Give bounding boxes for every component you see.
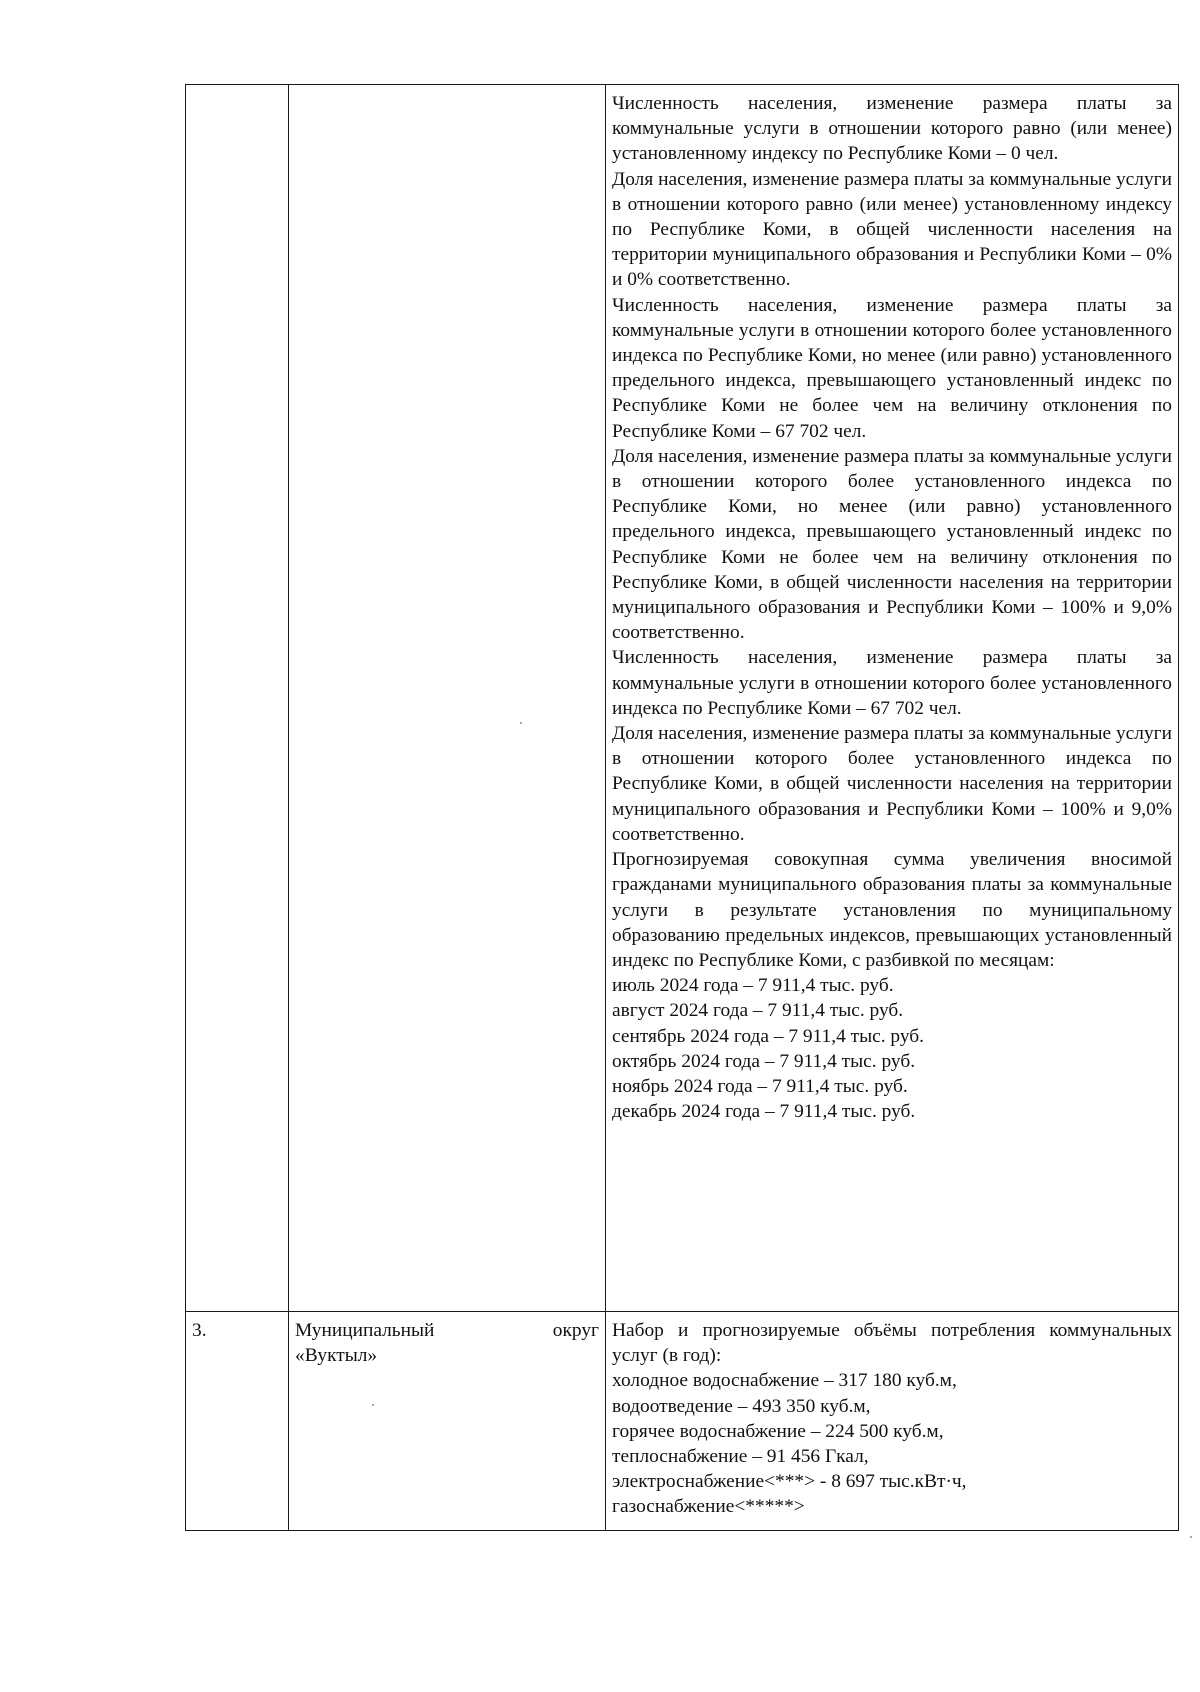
paragraph-share-above-index: Доля населения, изменение размера платы за коммунальные услуги в отношении которого более установленного индекса по Республике Коми, в общей численности населения на территории муниципального образования и Республики Коми – 100% и 9,0% соответственно. [612,723,1172,845]
indicators-cell [606,85,1179,1312]
number-cell [186,1312,289,1531]
scan-speck [520,722,522,724]
month-october: октябрь 2024 года – 7 911,4 тыс. руб. [612,1050,916,1072]
month-december: декабрь 2024 года – 7 911,4 тыс. руб. [612,1101,916,1123]
table-row [186,1312,1179,1531]
hot-water-item: горячее водоснабжение – 224 500 куб.м, [612,1420,944,1442]
paragraph-population-equal-index: Численность населения, изменение размера платы за коммунальные услуги в отношении которого равно (или менее) установленному индексу по Республике Коми – 0 чел. [612,93,1172,165]
municipality-name-line1: Муниципальный округ [295,1320,599,1341]
municipality-cell [289,1312,606,1531]
paragraph-population-above-index: Численность населения, изменение размера платы за коммунальные услуги в отношении которого более установленного индекса по Республике Коми – 67 702 чел. [612,647,1172,719]
paragraph-share-within-limit: Доля населения, изменение размера платы за коммунальные услуги в отношении которого более установленного индекса по Республике Коми, но менее (или равно) установленного предельного индекса, превышающего установленный индекс по Республике Коми не более чем на величину отклонения по Республике Коми, в общей численности населения на территории муниципального образования и Республики Коми – 100% и 9,0% соответственно. [612,445,1172,644]
scan-speck [1190,1536,1192,1538]
indicators-cell [606,1312,1179,1531]
number-cell [186,85,289,1312]
consumption-intro: Набор и прогнозируемые объёмы потребления коммунальных услуг (в год): [612,1320,1172,1367]
tariff-table [185,84,1179,1531]
month-september: сентябрь 2024 года – 7 911,4 тыс. руб. [612,1025,925,1047]
row-number: 3. [192,1320,207,1341]
gas-item: газоснабжение<*****> [612,1496,805,1518]
municipality-cell [289,85,606,1312]
table-row [186,85,1179,1312]
month-november: ноябрь 2024 года – 7 911,4 тыс. руб. [612,1075,908,1097]
sewerage-item: водоотведение – 493 350 куб.м, [612,1395,871,1417]
paragraph-population-within-limit: Численность населения, изменение размера платы за коммунальные услуги в отношении которого более установленного индекса по Республике Коми, но менее (или равно) установленного предельного индекса, превышающего установленный индекс по Республике Коми не более чем на величину отклонения по Республике Коми – 67 702 чел. [612,294,1172,442]
electricity-item: электроснабжение<***> - 8 697 тыс.кВт·ч, [612,1471,967,1493]
paragraph-share-equal-index: Доля населения, изменение размера платы за коммунальные услуги в отношении которого равно (или менее) установленному индексу по Республике Коми, в общей численности населения на территории муниципального образования и Республики Коми – 0% и 0% соответственно. [612,168,1172,291]
heating-item: теплоснабжение – 91 456 Гкал, [612,1446,869,1468]
month-august: август 2024 года – 7 911,4 тыс. руб. [612,1000,904,1022]
paragraph-forecast-sum: Прогнозируемая совокупная сумма увеличения вносимой гражданами муниципального образования платы за коммунальные услуги в результате установления по муниципальному образованию предельных индексов, превышающих установленный индекс по Республике Коми, с разбивкой по месяцам: [612,849,1172,971]
cold-water-item: холодное водоснабжение – 317 180 куб.м, [612,1370,957,1392]
municipality-name-line2: «Вуктыл» [295,1345,378,1367]
month-july: июль 2024 года – 7 911,4 тыс. руб. [612,975,894,997]
scan-speck [372,1404,374,1406]
